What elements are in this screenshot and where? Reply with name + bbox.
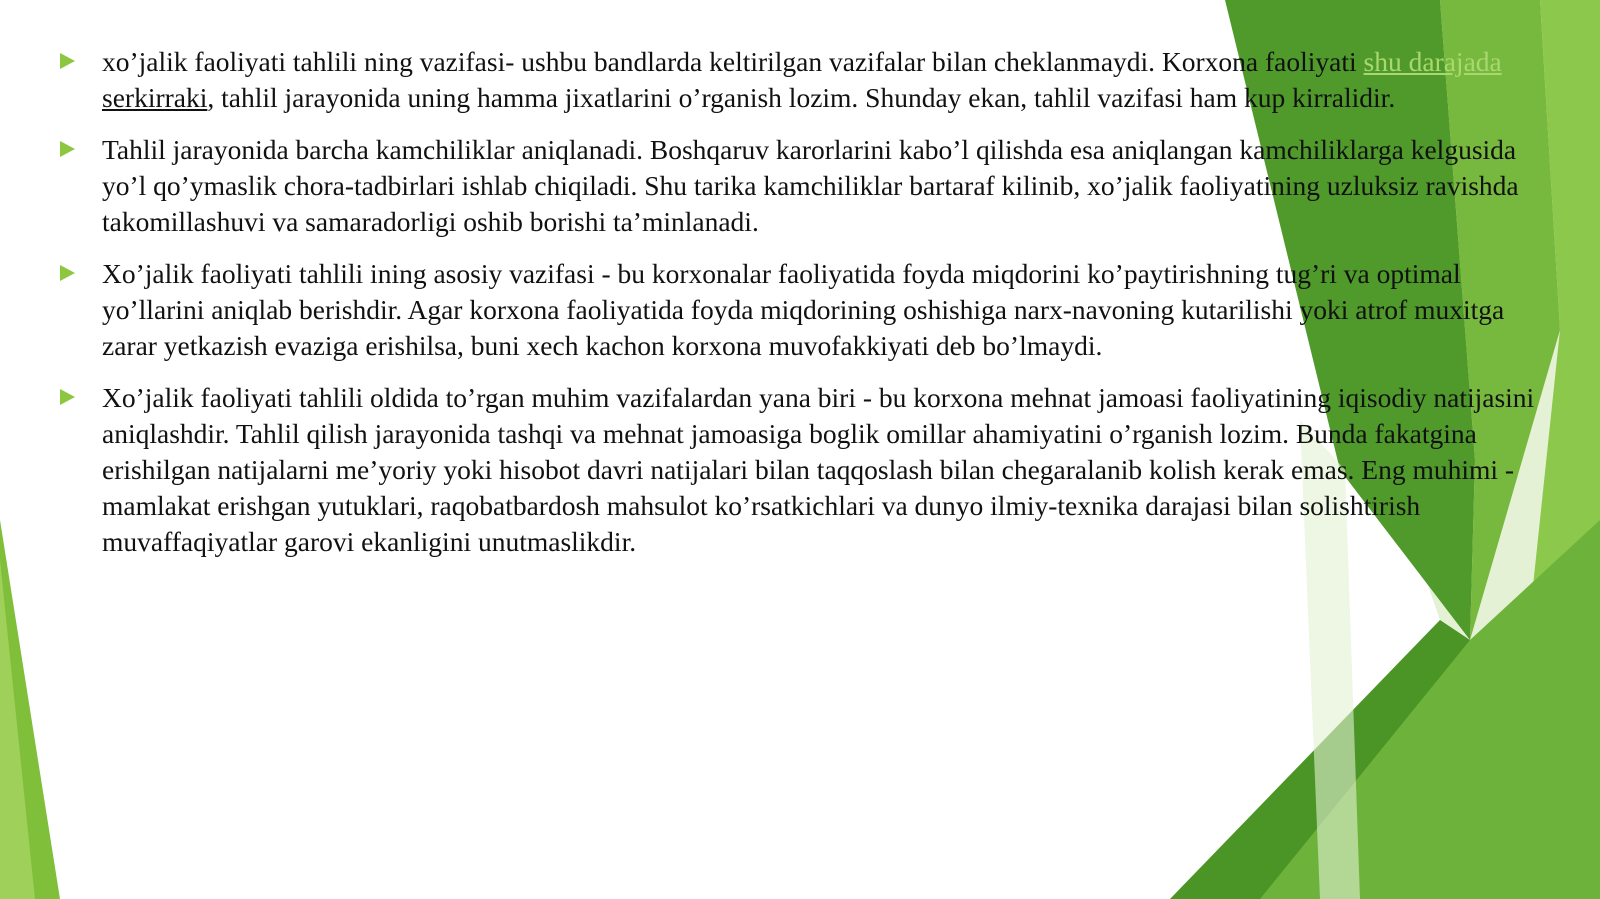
bullet-text-3: Xo’jalik faoliyati tahlili ining asosiy vazifasi - bu korxonalar faoliyatida foyda miqdorini ko’paytirishning tug’ri va optimal yo’llarini aniqlab berishdir. Agar korxona faoliyatida foyda miqdorining oshishiga narx-navoning kutarilishi yoki atrof muxitga zarar yetkazish evaziga erishilsa, buni xech kachon korxona muvofakkiyati deb bo’lmaydi. (102, 258, 1505, 361)
bullet-text-1-start: xo’jalik faoliyati tahlili ning vazifasi- ushbu bandlarda keltirilgan vazifalar bilan cheklanmaydi. Korxona faoliyati (102, 46, 1364, 77)
bullet-text-4: Xo’jalik faoliyati tahlili oldida to’rgan muhim vazifalardan yana biri - bu korxona mehnat jamoasi faoliyatining iqisodiy natijasini aniqlashdir. Tahlil qilish jarayonida tashqi va mehnat jamoasiga boglik omillar ahamiyatini o’rganish lozim. Bunda fakatgina erishilgan natijalarni me’yoriy yoki hisobot davri natijalari bilan taqqoslash bilan chegaralanib kolish kerak emas. Eng muhimi - mamlakat erishgan yutuklari, raqobatbardosh mahsulot ko’rsatkichlari va dunyo ilmiy-texnika darajasi bilan solishtirish muvaffaqiyatlar garovi ekanligini unutmaslikdir. (102, 382, 1535, 557)
bullet-item-2 (56, 132, 1546, 240)
link-shu-darajada[interactable]: shu darajada (1363, 46, 1502, 77)
bullet-item-3 (56, 256, 1546, 364)
bullet-item-4 (56, 380, 1546, 560)
bullet-item-1 (56, 44, 1546, 116)
bullet-text-1-end: , tahlil jarayonida uning hamma jixatlarini o’rganish lozim. Shunday ekan, tahlil vazifasi ham kup kirralidir. (207, 82, 1396, 113)
link-serkirraki[interactable]: serkirraki (102, 82, 208, 113)
triangle-bullet-icon (60, 265, 75, 281)
bullet-text-2: Tahlil jarayonida barcha kamchiliklar aniqlanadi. Boshqaruv karorlarini kabo’l qilishda esa aniqlangan kamchiliklarga kelgusida yo’l qo’ymaslik chora-tadbirlari ishlab chiqiladi. Shu tarika kamchiliklar bartaraf kilinib, xo’jalik faoliyatining uzluksiz ravishda takomillashuvi va samaradorligi oshib borishi ta’minlanadi. (102, 134, 1519, 237)
triangle-bullet-icon (60, 53, 75, 69)
triangle-bullet-icon (60, 389, 75, 405)
bullet-list (56, 44, 1546, 576)
triangle-bullet-icon (60, 141, 75, 157)
